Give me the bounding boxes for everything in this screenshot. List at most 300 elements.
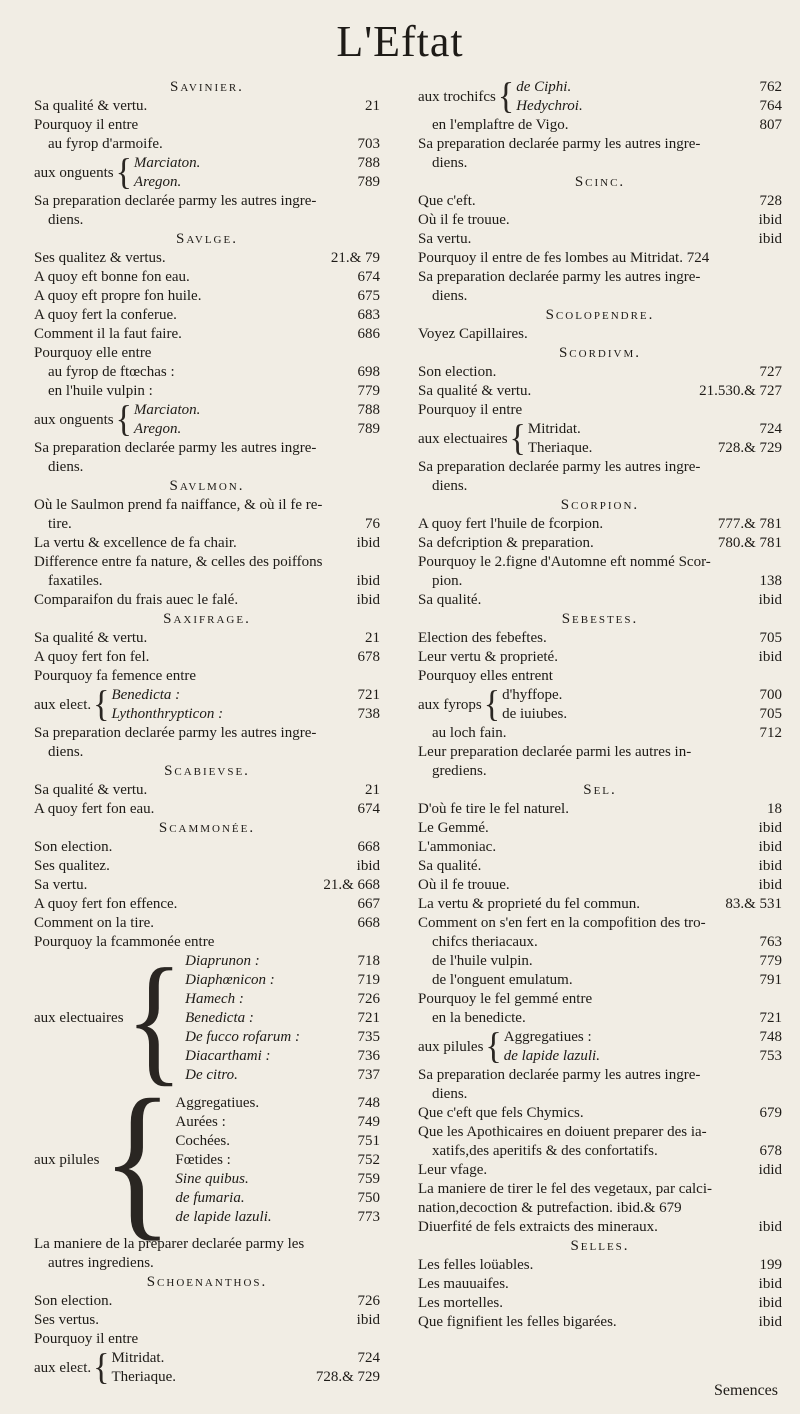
group-items: [134, 154, 380, 192]
entry-text: Que les Apothicaires en doiuent preparer des ia-: [418, 1124, 707, 1140]
index-entry: [34, 1330, 380, 1349]
entry-text: A quoy eft propre fon huile.: [34, 288, 202, 304]
index-entry: [34, 97, 380, 116]
entry-text: Les mortelles.: [418, 1295, 503, 1311]
entry-text: Lythonthrypticon :: [111, 706, 224, 722]
index-entry: [418, 363, 782, 382]
entry-text: en la benedicte.: [432, 1010, 526, 1026]
entry-text: Son election.: [418, 364, 497, 380]
page-ref: 779: [759, 953, 782, 969]
group-entry: [111, 686, 380, 705]
brace-mark: {: [93, 1347, 110, 1388]
catchword: Semences: [714, 1382, 778, 1399]
entry-text: diens.: [48, 212, 84, 228]
page-ref: 764: [759, 98, 782, 114]
page-ref: ibid: [356, 1312, 380, 1328]
entry-text: Sa preparation declarée parmy les autres ingre-: [418, 459, 701, 475]
entry-text: diens.: [48, 744, 84, 760]
section-heading: Schoenanthos.: [146, 1274, 268, 1290]
group-entry: [504, 1047, 782, 1066]
page-ref: 753: [759, 1048, 782, 1064]
index-entry: [418, 819, 782, 838]
entry-text: d'hyffope.: [502, 687, 563, 703]
page-ref: 718: [357, 953, 380, 969]
entry-text: Benedicta :: [111, 687, 181, 703]
entry-text: Mitridat.: [527, 421, 581, 437]
entry-text: Son election.: [34, 839, 113, 855]
bracketed-group: [418, 686, 782, 724]
page-ref: 675: [357, 288, 380, 304]
entry-text: De citro.: [185, 1067, 238, 1083]
section-heading: Savinier.: [170, 79, 244, 95]
page-ref: 724: [759, 421, 782, 437]
entry-text: de l'onguent emulatum.: [432, 972, 573, 988]
index-entry: [34, 838, 380, 857]
page-ref: 788: [357, 402, 380, 418]
entry-text: Sa qualité & vertu.: [418, 383, 532, 399]
entry-text: Sa vertu.: [418, 231, 472, 247]
entry-text: Marciaton.: [133, 402, 201, 418]
entry-text: Comment on la tire.: [34, 915, 154, 931]
entry-text: Fœtides :: [175, 1151, 231, 1168]
index-entry: [34, 914, 380, 933]
index-entry: [418, 1066, 782, 1085]
brace-mark: {: [93, 684, 110, 725]
page-ref: ibid: [356, 573, 380, 589]
index-entry: [34, 249, 380, 268]
page-ref: 668: [357, 839, 380, 855]
group-entry: [134, 154, 380, 173]
entry-text: Theriaque.: [111, 1369, 176, 1385]
index-entry: [418, 591, 782, 610]
entry-text: Pourquoy fa femence entre: [34, 668, 197, 684]
index-entry: [34, 211, 380, 230]
page-ref: 727: [759, 364, 782, 380]
entry-text: Marciaton.: [133, 155, 201, 171]
index-entry: [34, 572, 380, 591]
group-label: aux pilules: [34, 1151, 100, 1168]
index-entry: [418, 1009, 782, 1028]
entry-text: Cochées.: [175, 1132, 230, 1149]
entry-text: autres ingrediens.: [48, 1255, 154, 1271]
index-entry: [34, 344, 380, 363]
index-entry: [34, 192, 380, 211]
page-ref: 752: [357, 1151, 380, 1168]
entry-text: Que c'eft.: [418, 193, 476, 209]
page-ref: 773: [357, 1208, 380, 1225]
page-ref: 83.& 531: [725, 896, 782, 912]
index-entry: [418, 325, 782, 344]
group-label: aux onguents: [34, 411, 114, 428]
group-entry: [516, 97, 782, 116]
page-ref: 791: [759, 972, 782, 988]
index-entry: [418, 1123, 782, 1142]
index-entry: [418, 553, 782, 572]
entry-text: Où il fe trouue.: [418, 877, 510, 893]
entry-text: diens.: [432, 288, 468, 304]
entry-text: au loch fain.: [432, 725, 507, 741]
brace-mark: {: [115, 399, 132, 440]
entry-text: Aggregatiues.: [175, 1094, 260, 1111]
index-entry: [34, 116, 380, 135]
entry-text: de lapide lazuli.: [175, 1208, 272, 1225]
entry-text: Sine quibus.: [175, 1170, 249, 1187]
page-ref: 686: [357, 326, 380, 342]
entry-text: Diuerfité de fels extraicts des mineraux.: [418, 1219, 658, 1235]
entry-text: Diaprunon :: [185, 953, 260, 969]
section-heading: Sebestes.: [561, 611, 639, 627]
page-ref: 21.& 668: [323, 877, 380, 893]
group-entry: [504, 1028, 782, 1047]
entry-text: au fyrop d'armoife.: [48, 136, 163, 152]
section-heading: Savlge.: [176, 231, 238, 247]
group-entry: [175, 1113, 380, 1132]
entry-text: Sa qualité & vertu.: [34, 782, 148, 798]
bracketed-group: [418, 78, 782, 116]
index-entry: [34, 667, 380, 686]
group-items: [111, 1349, 380, 1387]
entry-text: Les mauuaifes.: [418, 1276, 509, 1292]
page-ref: 748: [357, 1094, 380, 1111]
index-entry: [418, 268, 782, 287]
bracketed-group: [418, 1028, 782, 1066]
page-ref: ibid: [356, 535, 380, 551]
index-entry: [418, 135, 782, 154]
index-entry: [418, 382, 782, 401]
entry-text: Où le Saulmon prend fa naiffance, & où il fe re-: [34, 497, 323, 513]
index-entry: [34, 800, 380, 819]
index-entry: [34, 458, 380, 477]
page-ref: 667: [357, 896, 380, 912]
group-entry: [175, 1094, 380, 1113]
index-entry: [418, 667, 782, 686]
entry-text: Son election.: [34, 1293, 113, 1309]
index-entry: [34, 135, 380, 154]
index-entry: [418, 477, 782, 496]
entry-text: Pourquoy il entre: [34, 117, 139, 133]
group-entry: [185, 971, 380, 990]
index-entry: [418, 572, 782, 591]
index-entry: [34, 629, 380, 648]
entry-text: Sa preparation declarée parmy les autres ingre-: [34, 193, 317, 209]
entry-text: Pourquoy elle entre: [34, 345, 152, 361]
entry-text: Hedychroi.: [516, 98, 583, 114]
index-entry: [418, 724, 782, 743]
entry-text: A quoy fert fon fel.: [34, 649, 150, 665]
page-ref: 724: [357, 1350, 380, 1366]
entry-text: de l'huile vulpin.: [432, 953, 533, 969]
entry-text: xatifs,des aperitifs & des confortatifs.: [432, 1143, 658, 1159]
entry-text: Sa vertu.: [34, 877, 88, 893]
index-entry: [34, 1292, 380, 1311]
group-items: [134, 401, 380, 439]
index-entry: [418, 401, 782, 420]
index-entry: [34, 895, 380, 914]
entry-text: en l'huile vulpin :: [48, 383, 153, 399]
entry-text: diens.: [432, 478, 468, 494]
page-ref: 728.& 729: [315, 1369, 380, 1385]
entry-text: Sa preparation declarée parmy les autres ingre-: [418, 136, 701, 152]
entry-text: Sa qualité.: [418, 858, 482, 874]
group-label: aux electuaires: [34, 1010, 124, 1026]
entry-text: Theriaque.: [527, 440, 593, 456]
page-ref: 199: [759, 1257, 782, 1273]
group-entry: [185, 1009, 380, 1028]
index-entry: [418, 1180, 782, 1199]
group-entry: [175, 1132, 380, 1151]
brace-mark: {: [485, 1026, 502, 1067]
entry-text: de fumaria.: [175, 1189, 245, 1206]
page-ref: 705: [759, 706, 782, 722]
index-entry: [34, 1311, 380, 1330]
bracketed-group: [34, 1349, 380, 1387]
entry-text: nation,decoction & putrefaction. ibid.& 679: [418, 1200, 682, 1216]
index-entry: [418, 515, 782, 534]
group-entry: [175, 1170, 380, 1189]
page-ref: 763: [759, 934, 782, 950]
bracketed-group: [34, 401, 380, 439]
page-ref: ibid: [758, 1219, 782, 1235]
page-ref: ibid: [758, 858, 782, 874]
page-ref: 726: [357, 1293, 380, 1309]
page-ref: idid: [758, 1162, 782, 1178]
section-heading: Scammonée.: [158, 820, 256, 836]
entry-text: Ses qualitez.: [34, 858, 110, 874]
group-entry: [175, 1189, 380, 1208]
entry-text: La vertu & proprieté du fel commun.: [418, 896, 641, 912]
group-items: [516, 78, 782, 116]
index-entry: [418, 1199, 782, 1218]
entry-text: Election des febeftes.: [418, 630, 547, 646]
index-entry: [418, 838, 782, 857]
entry-text: Leur preparation declarée parmi les autres in-: [418, 744, 692, 760]
page-ref: 719: [357, 972, 380, 988]
entry-text: Sa defcription & preparation.: [418, 535, 594, 551]
page-ref: 788: [357, 155, 380, 171]
page-ref: 777.& 781: [717, 516, 782, 532]
entry-text: de iuiubes.: [502, 706, 568, 722]
page-ref: 668: [357, 915, 380, 931]
index-entry: [418, 458, 782, 477]
bracketed-group: [34, 686, 380, 724]
brace-mark: {: [125, 938, 184, 1098]
entry-text: Comment il la faut faire.: [34, 326, 182, 342]
page-ref: 807: [759, 117, 782, 133]
index-entry: [418, 857, 782, 876]
group-entry: [185, 1028, 380, 1047]
entry-text: Sa preparation declarée parmy les autres ingre-: [418, 1067, 701, 1083]
page-ref: ibid: [758, 820, 782, 836]
page-ref: 18: [767, 801, 782, 817]
index-entry: [418, 971, 782, 990]
entry-text: Aggregatiues :: [503, 1029, 592, 1045]
page-ref: 721: [357, 687, 380, 703]
entry-text: De fucco rofarum :: [185, 1029, 300, 1045]
index-entry: [418, 876, 782, 895]
page-ref: 759: [357, 1170, 380, 1187]
entry-text: A quoy fert fon eau.: [34, 801, 155, 817]
group-entry: [111, 1349, 380, 1368]
page-ref: ibid: [758, 212, 782, 228]
index-entry: [418, 230, 782, 249]
page-ref: 726: [357, 991, 380, 1007]
index-entry: [34, 724, 380, 743]
entry-text: grediens.: [432, 763, 487, 779]
index-entry: [34, 268, 380, 287]
page-ref: 721: [759, 1010, 782, 1026]
left-column: [34, 78, 380, 1387]
index-entry: [418, 933, 782, 952]
entry-text: Pourquoy il entre: [418, 402, 523, 418]
index-entry: [418, 1313, 782, 1332]
page-ref: ibid: [758, 1276, 782, 1292]
entry-text: Sa preparation declarée parmy les autres ingre-: [34, 725, 317, 741]
page-ref: 779: [357, 383, 380, 399]
index-entry: [34, 591, 380, 610]
entry-text: Pourquoy le fel gemmé entre: [418, 991, 593, 1007]
entry-text: Leur vertu & proprieté.: [418, 649, 558, 665]
group-items: [185, 952, 380, 1085]
brace-mark: {: [483, 684, 501, 725]
entry-text: La maniere de tirer le fel des vegetaux, par calci-: [418, 1181, 713, 1197]
section-heading: Saxifrage.: [163, 611, 251, 627]
page-ref: 750: [357, 1189, 380, 1206]
index-entry: [34, 553, 380, 572]
group-entry: [502, 686, 782, 705]
section-heading: Sel.: [583, 782, 617, 798]
index-entry: [34, 439, 380, 458]
entry-text: La maniere de la preparer declarée parmy les: [34, 1236, 305, 1252]
index-entry: [418, 192, 782, 211]
group-entry: [185, 952, 380, 971]
entry-text: A quoy fert l'huile de fcorpion.: [418, 516, 604, 532]
index-entry: [418, 648, 782, 667]
entry-text: Ses vertus.: [34, 1312, 99, 1328]
group-entry: [134, 420, 380, 439]
group-items: [111, 686, 380, 724]
page-ref: ibid: [758, 592, 782, 608]
section-heading: Scordivm.: [558, 345, 642, 361]
entry-text: Que fignifient les felles bigarées.: [418, 1314, 617, 1330]
entry-text: Leur vfage.: [418, 1162, 488, 1178]
entry-text: Que c'eft que fels Chymics.: [418, 1105, 584, 1121]
page-ref: 721: [357, 1010, 380, 1026]
page-ref: ibid: [356, 592, 380, 608]
index-entry: [418, 1275, 782, 1294]
entry-text: Le Gemmé.: [418, 820, 489, 836]
group-entry: [175, 1208, 380, 1227]
page-ref: 674: [357, 801, 380, 817]
running-title: L'Eftat: [336, 17, 464, 66]
index-entry: [34, 743, 380, 762]
index-entry: [418, 534, 782, 553]
page-ref: 728: [759, 193, 782, 209]
group-items: [528, 420, 782, 458]
index-entry: [34, 1254, 380, 1273]
group-entry: [516, 78, 782, 97]
brace-mark: {: [101, 1064, 174, 1256]
index-entry: [34, 876, 380, 895]
page-ref: 705: [759, 630, 782, 646]
group-label: aux electuaires: [418, 430, 508, 447]
entry-text: Pourquoy elles entrent: [418, 668, 553, 684]
group-entry: [134, 401, 380, 420]
page-ref: ibid: [758, 877, 782, 893]
group-label: aux eleɛt.: [34, 696, 92, 713]
page-ref: 679: [759, 1105, 782, 1121]
index-entry: [418, 629, 782, 648]
page-ref: 736: [357, 1048, 380, 1064]
page-ref: ibid: [356, 858, 380, 874]
entry-text: diens.: [432, 155, 468, 171]
entry-text: diens.: [48, 459, 84, 475]
section-heading: Scinc.: [574, 174, 626, 190]
page-ref: 789: [357, 421, 380, 437]
index-entry: [418, 1161, 782, 1180]
entry-text: Sa preparation declarée parmy les autres ingre-: [34, 440, 317, 456]
group-entry: [134, 173, 380, 192]
entry-text: Benedicta :: [185, 1010, 254, 1026]
index-entry: [34, 933, 380, 952]
entry-text: Mitridat.: [111, 1350, 165, 1366]
page-ref: 789: [357, 174, 380, 190]
index-entry: [418, 743, 782, 762]
group-label: aux onguents: [34, 164, 114, 181]
group-entry: [185, 1047, 380, 1066]
index-entry: [418, 1294, 782, 1313]
index-entry: [418, 1104, 782, 1123]
index-entry: [34, 287, 380, 306]
page-ref: 21: [365, 98, 380, 114]
page-ref: ibid: [758, 1314, 782, 1330]
group-entry: [185, 990, 380, 1009]
index-entry: [418, 1218, 782, 1237]
entry-text: au fyrop de ftœchas :: [48, 364, 175, 380]
entry-text: Hamech :: [185, 991, 244, 1007]
entry-text: La vertu & excellence de fa chair.: [34, 535, 237, 551]
index-entry: [418, 952, 782, 971]
group-items: [504, 1028, 782, 1066]
page-ref: 674: [357, 269, 380, 285]
group-items: [502, 686, 782, 724]
bracketed-group: [418, 420, 782, 458]
page-ref: 738: [357, 706, 380, 722]
page-ref: ibid: [758, 1295, 782, 1311]
index-entry: [418, 1256, 782, 1275]
brace-mark: {: [509, 418, 526, 459]
group-items: [175, 1094, 380, 1227]
bracketed-group: [34, 154, 380, 192]
page-ref: 698: [357, 364, 380, 380]
index-entry: [418, 1085, 782, 1104]
index-entry: [34, 515, 380, 534]
index-entry: [418, 287, 782, 306]
entry-text: Pourquoy le 2.figne d'Automne eft nommé Scor-: [418, 554, 711, 570]
index-entry: [34, 496, 380, 515]
group-label: aux trochifcs: [418, 88, 496, 105]
entry-text: Aregon.: [133, 421, 182, 437]
page-ref: 749: [357, 1113, 380, 1130]
index-entry: [34, 363, 380, 382]
entry-text: D'où fe tire le fel naturel.: [418, 801, 569, 817]
page-ref: ibid: [758, 649, 782, 665]
entry-text: diens.: [432, 1086, 468, 1102]
page-ref: 751: [357, 1132, 380, 1149]
entry-text: Où il fe trouue.: [418, 212, 510, 228]
entry-text: faxatiles.: [48, 573, 103, 589]
index-entry: [34, 648, 380, 667]
section-heading: Scolopendre.: [545, 307, 655, 323]
